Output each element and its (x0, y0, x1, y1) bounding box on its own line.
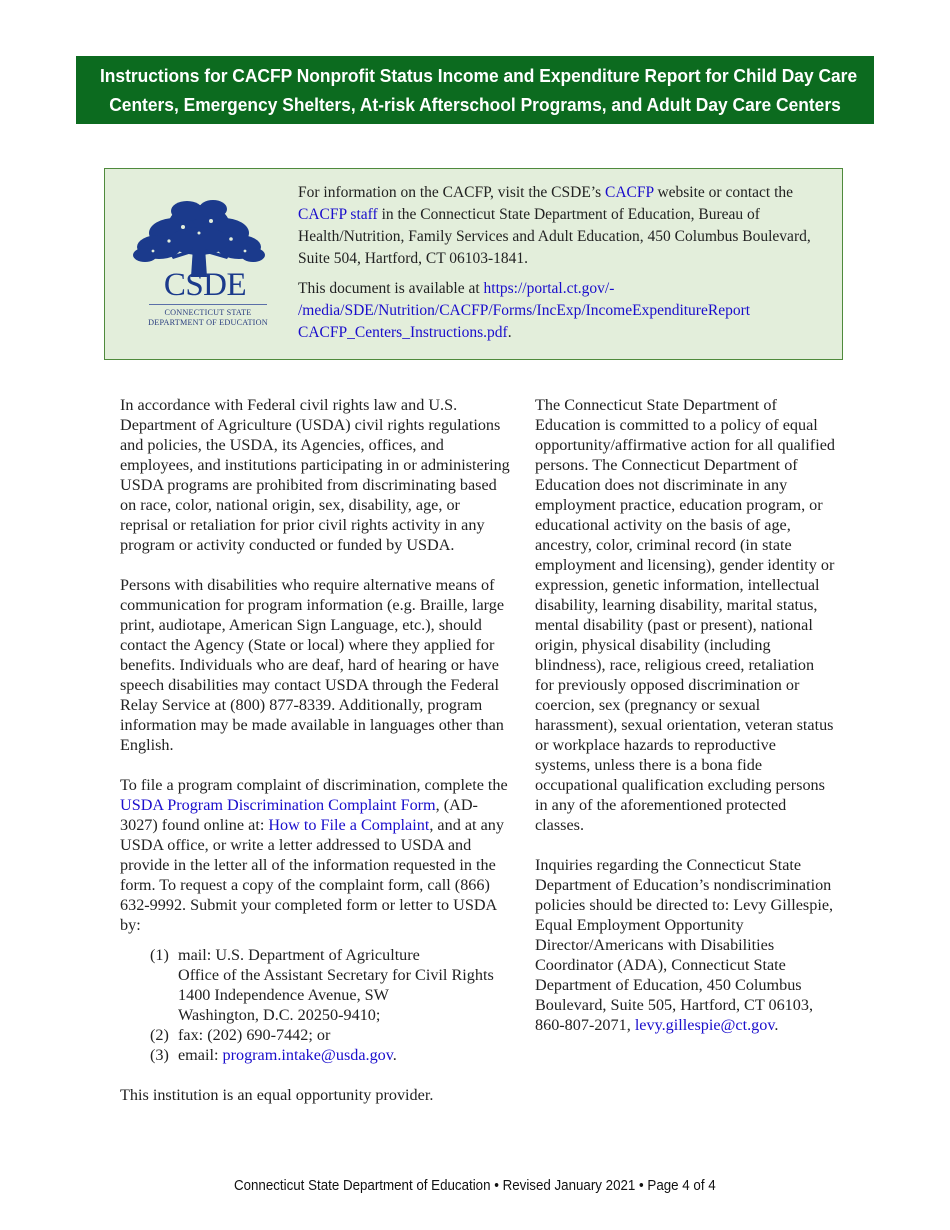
submission-methods-list (150, 945, 510, 1065)
title-line-1: Instructions for CACFP Nonprofit Status Income and Expenditure Report for Child Day Care (99, 65, 858, 86)
usda-nondiscrimination-column (120, 395, 510, 1125)
info-text-fragment: website or contact the (653, 184, 794, 201)
info-text-fragment: . (507, 324, 512, 341)
csde-policy-paragraph: The Connecticut State Department of Education is committed to a policy of equal opportunity/affirmative action for all qualified persons. The Connecticut Department of Education does not discriminate in any employment practice, education program, or educational activity on the basis of age, ancestry, color, criminal record (in state employment and licensing), gender identity or expression, genetic information, intellectual disability, learning disability, marital status, mental disability (past or present), national origin, physical disability (including blindness), race, religious creed, retaliation for previously opposed discrimination or coercion, sex (pregnancy or sexual harassment), sexual orientation, veteran status or workplace hazards to reproductive systems, unless there is a bona fide occupational qualification excluding persons in any of the aforementioned protected classes. (535, 396, 835, 834)
mail-line: 1400 Independence Avenue, SW (178, 986, 389, 1004)
list-item-mail (150, 945, 510, 1025)
document-title-banner (76, 56, 874, 124)
disabilities-paragraph: Persons with disabilities who require alternative means of communication for program information (e.g. Braille, large print, audiotape, American Sign Language, etc.), should contact the Agency (State or local) where they applied for benefits. Individuals who are deaf, hard of hearing or have speech disabilities may contact USDA through the Federal Relay Service at (800) 877-8339. Additionally, program information may be made available in languages other than English. (120, 576, 505, 754)
info-box (104, 168, 843, 360)
text-fragment: email: (178, 1046, 223, 1064)
info-text (298, 182, 828, 352)
url-part: CACFP_Centers_Instructions.pdf (298, 324, 508, 341)
inquiries-paragraph (535, 855, 835, 1035)
list-number: (1) (150, 946, 169, 964)
logo-subtitle-line-2: DEPARTMENT OF EDUCATION (148, 318, 268, 327)
complaint-form-link[interactable]: USDA Program Discrimination Complaint Form (120, 796, 436, 814)
logo-subtitle-line-1: CONNECTICUT STATE (164, 308, 252, 317)
mail-line: Washington, D.C. 20250-9410; (178, 1006, 381, 1024)
text-fragment: Inquiries regarding the Connecticut State Department of Education’s nondiscrimination policies should be directed to: Levy Gillespie, Equal Employment Opportunity Director/Americans with Disabilities Coordinator (ADA), Connecticut State Department of Education, 450 Columbus Boulevard, Suite 505, Hartford, CT 06103, 860-807-2071, (535, 856, 834, 1034)
info-text-fragment: For information on the CACFP, visit the CSDE’s (298, 184, 606, 201)
url-part: /media/SDE/Nutrition/CACFP/Forms/IncExp/IncomeExpenditureReport (298, 302, 751, 319)
fax-text: fax: (202) 690-7442; or (178, 1026, 331, 1044)
text-fragment: . (392, 1046, 397, 1064)
csde-nondiscrimination-column (535, 395, 835, 1055)
footer-text: Connecticut State Department of Education • Revised January 2021 • Page 4 of 4 (234, 1178, 716, 1194)
usda-email-link[interactable]: program.intake@usda.gov (222, 1046, 393, 1064)
mail-line: Office of the Assistant Secretary for Civil Rights (178, 966, 494, 984)
info-text-fragment: in the Connecticut State Department of Education, Bureau of Health/Nutrition, Family Services and Adult Education, 450 Columbus Boulevard, Suite 504, Hartford, CT 06103-1841. (298, 206, 811, 267)
gillespie-email-link[interactable]: levy.gillespie@ct.gov (634, 1016, 775, 1034)
list-item-email (150, 1045, 510, 1065)
text-fragment: , and at any USDA office, or write a letter addressed to USDA and provide in the letter all of the information requested in the form. To request a copy of the complaint form, call (866) 632-9992. Submit your completed form or letter to USDA by: (120, 816, 504, 934)
info-paragraph-contact (298, 182, 828, 270)
text-fragment: . (774, 1016, 779, 1034)
page-footer (0, 1178, 950, 1194)
text-fragment: To file a program complaint of discrimination, complete the (120, 776, 508, 794)
cacfp-website-link[interactable]: CACFP (605, 184, 654, 201)
list-number: (2) (150, 1026, 169, 1044)
how-to-file-link[interactable]: How to File a Complaint (268, 816, 430, 834)
url-part: https://portal.ct.gov/- (483, 280, 615, 297)
list-number: (3) (150, 1046, 169, 1064)
cacfp-staff-link[interactable]: CACFP staff (298, 206, 378, 223)
complaint-paragraph (120, 775, 510, 935)
list-item-fax (150, 1025, 510, 1045)
text-fragment: , (AD-3027) found online at: (120, 796, 478, 834)
equal-opportunity-statement: This institution is an equal opportunity provider. (120, 1086, 434, 1104)
mail-line: mail: U.S. Department of Agriculture (178, 946, 420, 964)
logo-divider (149, 304, 267, 305)
csde-logo (123, 197, 275, 329)
usda-statement-paragraph: In accordance with Federal civil rights law and U.S. Department of Agriculture (USDA) civil rights regulations and policies, the USDA, its Agencies, offices, and employees, and institutions participating in or administering USDA programs are prohibited from discriminating based on race, color, national origin, sex, disability, age, or reprisal or retaliation for prior civil rights activity in any program or activity conducted or funded by USDA. (120, 396, 510, 554)
title-line-2: Centers, Emergency Shelters, At-risk Afterschool Programs, and Adult Day Care Centers (109, 94, 841, 115)
info-paragraph-availability (298, 278, 828, 344)
logo-wordmark: CSDE (163, 267, 247, 303)
info-text-fragment: This document is available at (298, 280, 484, 297)
